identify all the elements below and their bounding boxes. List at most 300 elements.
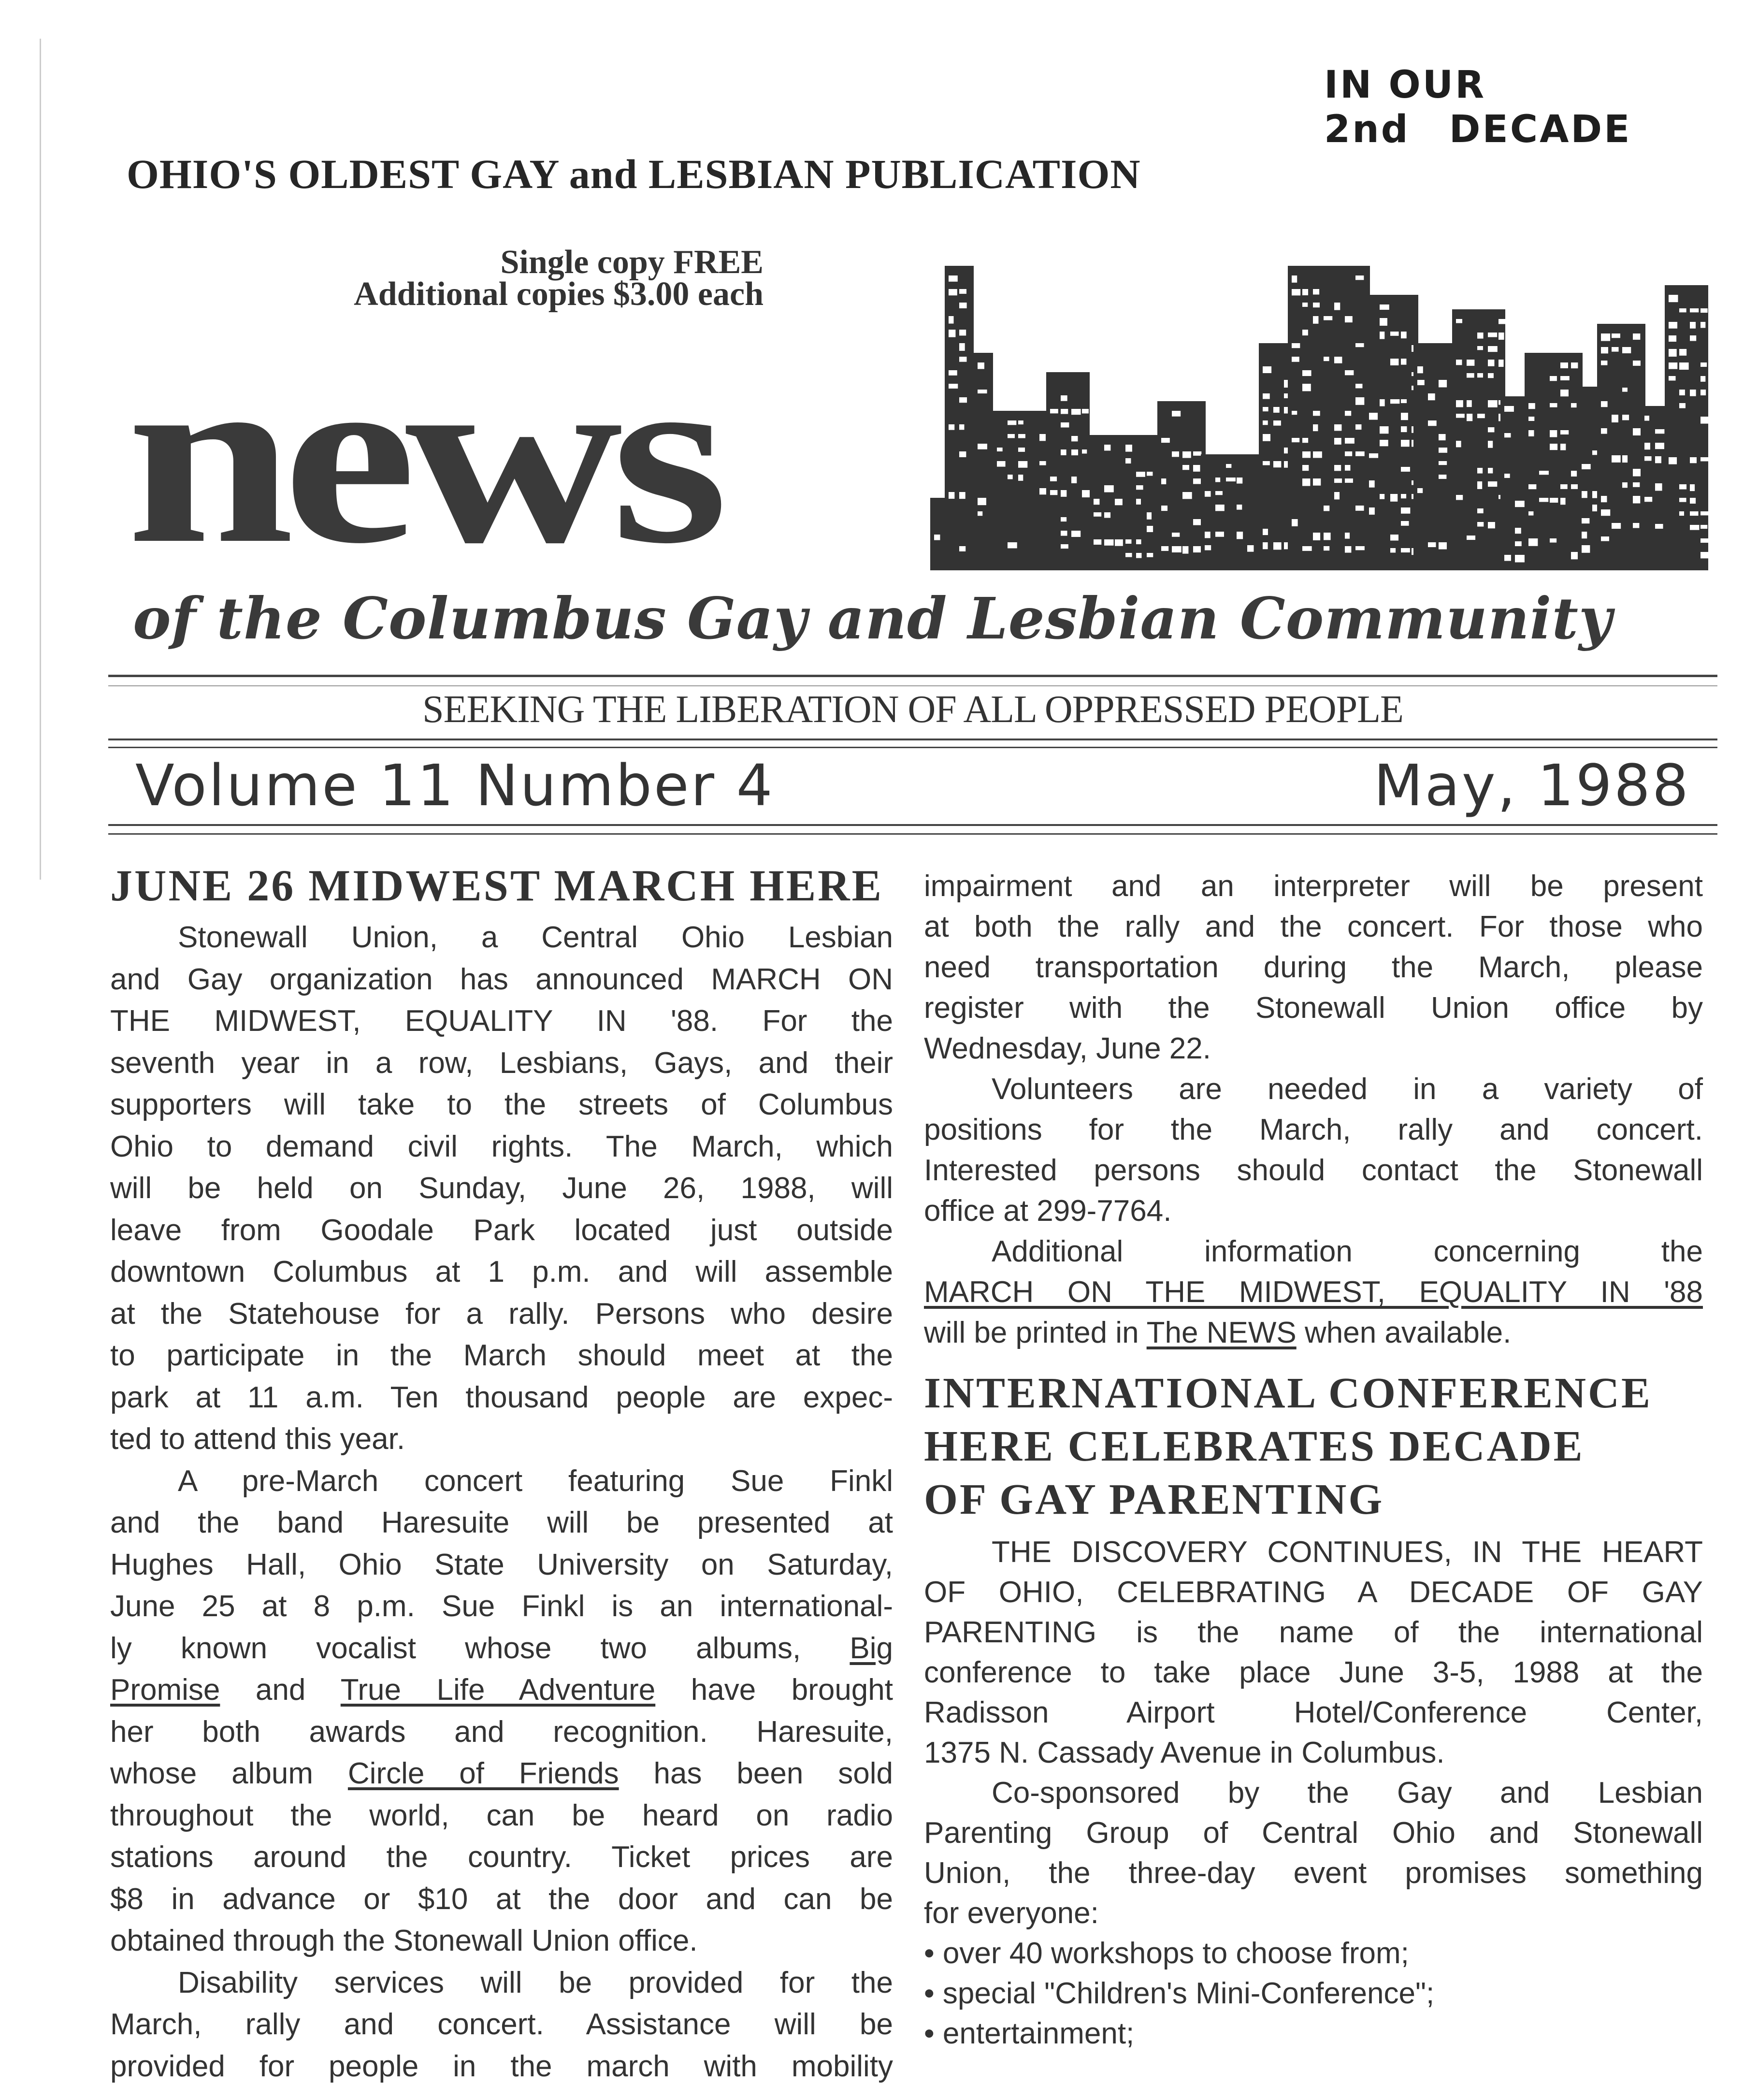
window-shape bbox=[1428, 420, 1437, 426]
window-shape bbox=[1601, 428, 1607, 434]
window-shape bbox=[1313, 533, 1320, 540]
window-shape bbox=[1345, 370, 1354, 375]
text-span: has been sold bbox=[619, 1757, 893, 1790]
window-shape bbox=[1560, 362, 1568, 368]
decade-line-2: 2nd DECADE bbox=[1324, 108, 1632, 151]
window-shape bbox=[1008, 420, 1016, 425]
text-line bbox=[924, 1313, 1703, 1353]
window-shape bbox=[1690, 525, 1699, 530]
underlined-title: Circle of Friends bbox=[347, 1757, 619, 1790]
text-line: Volunteers are needed in a variety of bbox=[992, 1072, 1703, 1106]
window-shape bbox=[997, 448, 1003, 451]
window-shape bbox=[1601, 361, 1607, 365]
window-shape bbox=[1515, 541, 1522, 546]
window-shape bbox=[1302, 465, 1309, 471]
window-shape bbox=[1263, 529, 1268, 535]
building-shape bbox=[1201, 454, 1259, 570]
window-shape bbox=[1061, 449, 1066, 455]
text-line: at both the rally and the concert. For those who bbox=[924, 910, 1703, 943]
text-line: Interested persons should contact the Stonewall bbox=[924, 1154, 1703, 1187]
window-shape bbox=[959, 424, 964, 430]
window-shape bbox=[1237, 478, 1242, 484]
window-shape bbox=[1273, 542, 1282, 550]
window-shape bbox=[1334, 357, 1342, 363]
window-shape bbox=[1136, 499, 1141, 505]
window-shape bbox=[1008, 475, 1013, 479]
window-shape bbox=[1172, 546, 1182, 552]
window-shape bbox=[1008, 542, 1017, 548]
window-shape bbox=[1071, 477, 1077, 483]
window-shape bbox=[1355, 546, 1365, 550]
window-shape bbox=[1125, 445, 1132, 452]
window-shape bbox=[1669, 376, 1676, 380]
window-shape bbox=[1477, 414, 1485, 418]
scan-edge-line bbox=[40, 39, 41, 880]
window-shape bbox=[1237, 532, 1243, 539]
underlined-title: MARCH ON THE MIDWEST, EQUALITY IN '88 bbox=[924, 1275, 1703, 1309]
window-shape bbox=[959, 343, 965, 351]
window-shape bbox=[1263, 461, 1270, 465]
window-shape bbox=[1263, 366, 1271, 373]
window-shape bbox=[1499, 360, 1504, 367]
rule-line bbox=[108, 675, 1717, 677]
window-shape bbox=[1380, 304, 1389, 310]
text-line: will be held on Sunday, June 26, 1988, will bbox=[110, 1172, 893, 1205]
window-shape bbox=[1018, 461, 1027, 468]
window-shape bbox=[1018, 448, 1025, 452]
price-line-2: Additional copies $3.00 each bbox=[354, 275, 764, 313]
window-shape bbox=[1182, 465, 1189, 470]
text-line: A pre-March concert featuring Sue Finkl bbox=[178, 1464, 893, 1498]
window-shape bbox=[1622, 455, 1628, 463]
window-shape bbox=[1582, 532, 1587, 538]
text-line: March, rally and concert. Assistance will be bbox=[110, 2008, 893, 2041]
window-shape bbox=[1401, 359, 1406, 365]
window-shape bbox=[1263, 407, 1268, 411]
window-shape bbox=[1345, 438, 1355, 444]
window-shape bbox=[1601, 536, 1609, 541]
window-shape bbox=[1136, 472, 1145, 477]
window-shape bbox=[1690, 498, 1696, 504]
window-shape bbox=[1633, 482, 1640, 487]
window-shape bbox=[1477, 333, 1484, 339]
window-shape bbox=[1700, 457, 1708, 461]
window-shape bbox=[1302, 438, 1308, 443]
window-shape bbox=[1334, 478, 1342, 483]
window-shape bbox=[1488, 441, 1493, 448]
window-shape bbox=[1094, 499, 1099, 505]
window-shape bbox=[1018, 475, 1023, 481]
window-shape bbox=[1380, 426, 1389, 434]
window-shape bbox=[1528, 403, 1535, 409]
text-line: Hughes Hall, Ohio State University on Saturday, bbox=[110, 1548, 893, 1581]
underlined-title: Promise bbox=[110, 1673, 220, 1707]
window-shape bbox=[1147, 526, 1153, 532]
window-shape bbox=[1369, 413, 1378, 420]
text-line: Radisson Airport Hotel/Conference Center, bbox=[924, 1696, 1703, 1729]
window-shape bbox=[1669, 335, 1676, 342]
window-shape bbox=[1172, 533, 1180, 537]
text-line: ted to attend this year. bbox=[110, 1422, 405, 1456]
window-shape bbox=[1039, 461, 1046, 465]
window-shape bbox=[1655, 456, 1661, 463]
text-line: THE MIDWEST, EQUALITY IN '88. For the bbox=[110, 1004, 893, 1038]
text-line: leave from Goodale Park located just outside bbox=[110, 1213, 893, 1247]
window-shape bbox=[1439, 461, 1447, 465]
window-shape bbox=[1622, 347, 1631, 353]
window-shape bbox=[1439, 475, 1446, 479]
underlined-title: The NEWS bbox=[1146, 1316, 1297, 1349]
window-shape bbox=[1018, 420, 1023, 424]
window-shape bbox=[1182, 492, 1192, 499]
window-shape bbox=[1263, 393, 1270, 399]
text-line: park at 11 a.m. Ten thousand people are expec- bbox=[110, 1380, 893, 1414]
window-shape bbox=[1263, 420, 1268, 425]
window-shape bbox=[1622, 388, 1628, 392]
rule-line bbox=[108, 833, 1717, 835]
window-shape bbox=[1334, 438, 1341, 445]
window-shape bbox=[949, 492, 954, 499]
window-shape bbox=[1601, 509, 1610, 516]
window-shape bbox=[1679, 403, 1686, 408]
decade-badge bbox=[1324, 63, 1631, 152]
window-shape bbox=[1504, 474, 1510, 478]
window-shape bbox=[1571, 403, 1577, 407]
window-shape bbox=[1205, 532, 1210, 538]
window-shape bbox=[1488, 468, 1493, 473]
window-shape bbox=[1700, 525, 1707, 529]
window-shape bbox=[1061, 531, 1067, 536]
text-line: Additional information concerning the bbox=[992, 1235, 1703, 1268]
window-shape bbox=[1456, 319, 1462, 323]
window-shape bbox=[1477, 373, 1483, 377]
text-line: $8 in advance or $10 at the door and can be bbox=[110, 1882, 893, 1916]
window-shape bbox=[1401, 413, 1408, 420]
window-shape bbox=[1401, 494, 1406, 498]
text-line bbox=[110, 1753, 893, 1795]
text-line: to participate in the March should meet at the bbox=[110, 1339, 893, 1372]
window-shape bbox=[1104, 445, 1110, 450]
window-shape bbox=[1428, 542, 1436, 547]
window-shape bbox=[1292, 275, 1297, 283]
window-shape bbox=[1082, 490, 1090, 497]
window-shape bbox=[1655, 483, 1662, 491]
window-shape bbox=[1612, 333, 1620, 338]
window-shape bbox=[1504, 406, 1514, 412]
window-shape bbox=[1467, 373, 1474, 377]
window-shape bbox=[1390, 359, 1398, 365]
window-shape bbox=[1355, 506, 1364, 511]
window-shape bbox=[1467, 360, 1474, 366]
window-shape bbox=[1401, 332, 1407, 338]
window-shape bbox=[959, 546, 965, 551]
window-shape bbox=[1182, 546, 1188, 554]
window-shape bbox=[1504, 433, 1511, 437]
window-shape bbox=[1071, 531, 1081, 537]
window-shape bbox=[1380, 332, 1384, 339]
window-shape bbox=[1550, 403, 1557, 407]
window-shape bbox=[1355, 451, 1365, 456]
window-shape bbox=[1050, 490, 1057, 495]
decade-line-1: IN OUR bbox=[1324, 63, 1486, 107]
headline-line: INTERNATIONAL CONFERENCE bbox=[924, 1369, 1653, 1417]
window-shape bbox=[1700, 390, 1706, 395]
window-shape bbox=[1172, 411, 1181, 417]
window-shape bbox=[949, 384, 958, 389]
window-shape bbox=[949, 289, 957, 295]
issue-date: May, 1988 bbox=[1373, 752, 1690, 819]
window-shape bbox=[1690, 484, 1695, 491]
window-shape bbox=[959, 451, 966, 457]
text-line: office at 299-7764. bbox=[924, 1194, 1172, 1228]
window-shape bbox=[959, 357, 966, 362]
window-shape bbox=[1633, 428, 1642, 435]
text-span: have brought bbox=[655, 1673, 893, 1707]
window-shape bbox=[1324, 506, 1329, 511]
window-shape bbox=[1633, 523, 1639, 528]
window-shape bbox=[1528, 511, 1533, 516]
window-shape bbox=[1226, 478, 1236, 481]
window-shape bbox=[1401, 399, 1407, 403]
window-shape bbox=[1655, 429, 1664, 434]
window-shape bbox=[1355, 384, 1362, 388]
window-shape bbox=[1182, 451, 1191, 458]
text-line: and Gay organization has announced MARCH ON bbox=[110, 962, 893, 996]
rule-line bbox=[108, 747, 1717, 748]
window-shape bbox=[1094, 539, 1101, 545]
window-shape bbox=[1679, 390, 1685, 395]
article-headline: JUNE 26 MIDWEST MARCH HERE bbox=[110, 861, 883, 910]
window-shape bbox=[1334, 303, 1340, 310]
window-shape bbox=[1215, 505, 1225, 511]
window-shape bbox=[1700, 376, 1705, 382]
window-shape bbox=[1215, 491, 1223, 495]
window-shape bbox=[1313, 289, 1319, 294]
window-shape bbox=[1161, 506, 1167, 511]
window-shape bbox=[1456, 360, 1462, 365]
text-line: Wednesday, June 22. bbox=[924, 1032, 1211, 1065]
window-shape bbox=[1334, 465, 1341, 471]
window-shape bbox=[959, 397, 967, 403]
text-line: need transportation during the March, please bbox=[924, 951, 1703, 984]
window-shape bbox=[1018, 434, 1025, 438]
text-line: THE DISCOVERY CONTINUES, IN THE HEART bbox=[992, 1535, 1703, 1569]
window-shape bbox=[949, 275, 958, 282]
window-shape bbox=[1700, 552, 1708, 558]
window-shape bbox=[1061, 544, 1068, 549]
window-shape bbox=[1345, 533, 1350, 539]
article-headline-2 bbox=[924, 1367, 1652, 1526]
window-shape bbox=[1345, 546, 1351, 553]
window-shape bbox=[1205, 545, 1211, 550]
building-shape bbox=[1288, 266, 1370, 570]
window-shape bbox=[1369, 507, 1375, 515]
window-shape bbox=[1417, 380, 1425, 385]
text-line: 1375 N. Cassady Avenue in Columbus. bbox=[924, 1736, 1445, 1769]
window-shape bbox=[1439, 542, 1447, 550]
text-line: impairment and an interpreter will be present bbox=[924, 869, 1703, 903]
window-shape bbox=[1622, 415, 1629, 420]
window-shape bbox=[1700, 538, 1708, 543]
window-shape bbox=[1161, 478, 1166, 484]
window-shape bbox=[1082, 449, 1087, 453]
window-shape bbox=[1324, 316, 1332, 320]
window-shape bbox=[1582, 545, 1590, 553]
window-shape bbox=[1125, 539, 1131, 544]
window-shape bbox=[1104, 512, 1110, 518]
window-shape bbox=[1582, 491, 1587, 498]
window-shape bbox=[1390, 332, 1399, 336]
window-shape bbox=[1104, 485, 1114, 492]
window-shape bbox=[978, 390, 987, 393]
window-shape bbox=[1456, 400, 1463, 407]
text-span: ly known vocalist whose two albums, bbox=[110, 1631, 850, 1665]
article-body-left bbox=[110, 917, 893, 2087]
text-line: positions for the March, rally and concert. bbox=[924, 1113, 1703, 1146]
window-shape bbox=[1550, 376, 1557, 381]
window-shape bbox=[1700, 322, 1705, 328]
window-shape bbox=[1147, 512, 1152, 520]
window-shape bbox=[949, 330, 955, 337]
window-shape bbox=[1417, 488, 1423, 493]
window-shape bbox=[1061, 422, 1069, 427]
window-shape bbox=[1401, 467, 1410, 472]
window-shape bbox=[1292, 357, 1299, 362]
window-shape bbox=[1380, 494, 1384, 499]
text-line: and the band Haresuite will be presented at bbox=[110, 1506, 893, 1539]
window-shape bbox=[1104, 539, 1113, 546]
window-shape bbox=[1345, 316, 1353, 322]
window-shape bbox=[1345, 478, 1353, 483]
window-shape bbox=[1550, 498, 1558, 503]
window-shape bbox=[1050, 409, 1058, 413]
window-shape bbox=[1302, 451, 1311, 458]
building-shape bbox=[1365, 295, 1418, 570]
window-shape bbox=[1125, 458, 1131, 463]
window-shape bbox=[1215, 478, 1220, 482]
window-shape bbox=[1061, 490, 1066, 497]
window-shape bbox=[1700, 362, 1707, 367]
window-shape bbox=[1061, 517, 1066, 521]
window-shape bbox=[1401, 548, 1410, 552]
text-span: when available. bbox=[1296, 1316, 1512, 1349]
text-line: obtained through the Stonewall Union office. bbox=[110, 1924, 698, 1957]
text-span: will be printed in bbox=[924, 1316, 1147, 1349]
text-line: her both awards and recognition. Haresuite, bbox=[110, 1715, 893, 1749]
bullet-item: • special "Children's Mini-Conference"; bbox=[924, 1977, 1435, 2010]
text-line: provided for people in the march with mobility bbox=[110, 2049, 893, 2083]
bullet-item: • over 40 workshops to choose from; bbox=[924, 1937, 1409, 1970]
window-shape bbox=[1401, 426, 1407, 432]
window-shape bbox=[1515, 501, 1525, 507]
rule-line bbox=[108, 739, 1717, 740]
window-shape bbox=[1655, 443, 1664, 449]
window-shape bbox=[1456, 495, 1463, 500]
price-notice bbox=[184, 244, 764, 313]
window-shape bbox=[1039, 434, 1046, 441]
window-shape bbox=[1401, 507, 1410, 514]
window-shape bbox=[1193, 478, 1202, 484]
window-shape bbox=[1313, 303, 1320, 307]
window-shape bbox=[1488, 427, 1494, 432]
window-shape bbox=[1263, 542, 1268, 549]
window-shape bbox=[1237, 505, 1242, 510]
window-shape bbox=[1050, 477, 1057, 481]
window-shape bbox=[1313, 411, 1320, 416]
window-shape bbox=[1644, 497, 1652, 502]
window-shape bbox=[1679, 349, 1686, 356]
newspaper-title: news bbox=[127, 318, 717, 595]
window-shape bbox=[1644, 416, 1649, 421]
window-shape bbox=[1612, 415, 1618, 422]
window-shape bbox=[1633, 496, 1640, 503]
window-shape bbox=[1700, 417, 1708, 424]
window-shape bbox=[1669, 295, 1678, 302]
window-shape bbox=[1390, 548, 1396, 552]
window-shape bbox=[978, 444, 987, 449]
window-shape bbox=[1313, 478, 1321, 486]
window-shape bbox=[1601, 496, 1607, 502]
window-shape bbox=[1071, 409, 1081, 415]
window-shape bbox=[1528, 538, 1538, 546]
window-shape bbox=[1082, 409, 1089, 413]
article-body-continued bbox=[924, 866, 1703, 1353]
window-shape bbox=[1488, 400, 1498, 407]
text-line bbox=[924, 1272, 1703, 1313]
building-shape bbox=[974, 353, 993, 570]
window-shape bbox=[1355, 397, 1364, 405]
window-shape bbox=[1061, 409, 1068, 414]
window-shape bbox=[1690, 457, 1697, 463]
window-shape bbox=[1302, 370, 1311, 376]
window-shape bbox=[1601, 401, 1608, 407]
window-shape bbox=[1571, 471, 1577, 477]
window-shape bbox=[1115, 539, 1123, 546]
text-line: stations around the country. Ticket prices are bbox=[110, 1840, 893, 1874]
window-shape bbox=[1292, 519, 1298, 526]
window-shape bbox=[1401, 440, 1410, 447]
window-shape bbox=[1193, 546, 1201, 552]
window-shape bbox=[1193, 451, 1201, 456]
window-shape bbox=[1345, 451, 1352, 456]
window-shape bbox=[1380, 440, 1388, 446]
text-line: seventh year in a row, Lesbians, Gays, and their bbox=[110, 1046, 893, 1080]
window-shape bbox=[1061, 395, 1067, 401]
window-shape bbox=[1324, 546, 1329, 550]
building-shape bbox=[1525, 353, 1583, 570]
window-shape bbox=[1669, 349, 1677, 357]
window-shape bbox=[1439, 380, 1447, 387]
window-shape bbox=[959, 492, 965, 499]
text-line bbox=[110, 1669, 893, 1711]
window-shape bbox=[1622, 482, 1628, 488]
window-shape bbox=[1215, 532, 1224, 537]
window-shape bbox=[1528, 417, 1534, 421]
window-shape bbox=[1313, 424, 1318, 431]
window-shape bbox=[1679, 308, 1686, 312]
window-shape bbox=[1273, 461, 1281, 467]
window-shape bbox=[1456, 414, 1465, 418]
window-shape bbox=[1690, 308, 1699, 312]
window-shape bbox=[1428, 393, 1435, 400]
window-shape bbox=[1292, 438, 1299, 442]
window-shape bbox=[997, 461, 1006, 467]
window-shape bbox=[1633, 333, 1640, 340]
window-shape bbox=[959, 330, 966, 335]
window-shape bbox=[1550, 538, 1556, 543]
window-shape bbox=[1582, 464, 1591, 469]
window-shape bbox=[1560, 430, 1569, 434]
